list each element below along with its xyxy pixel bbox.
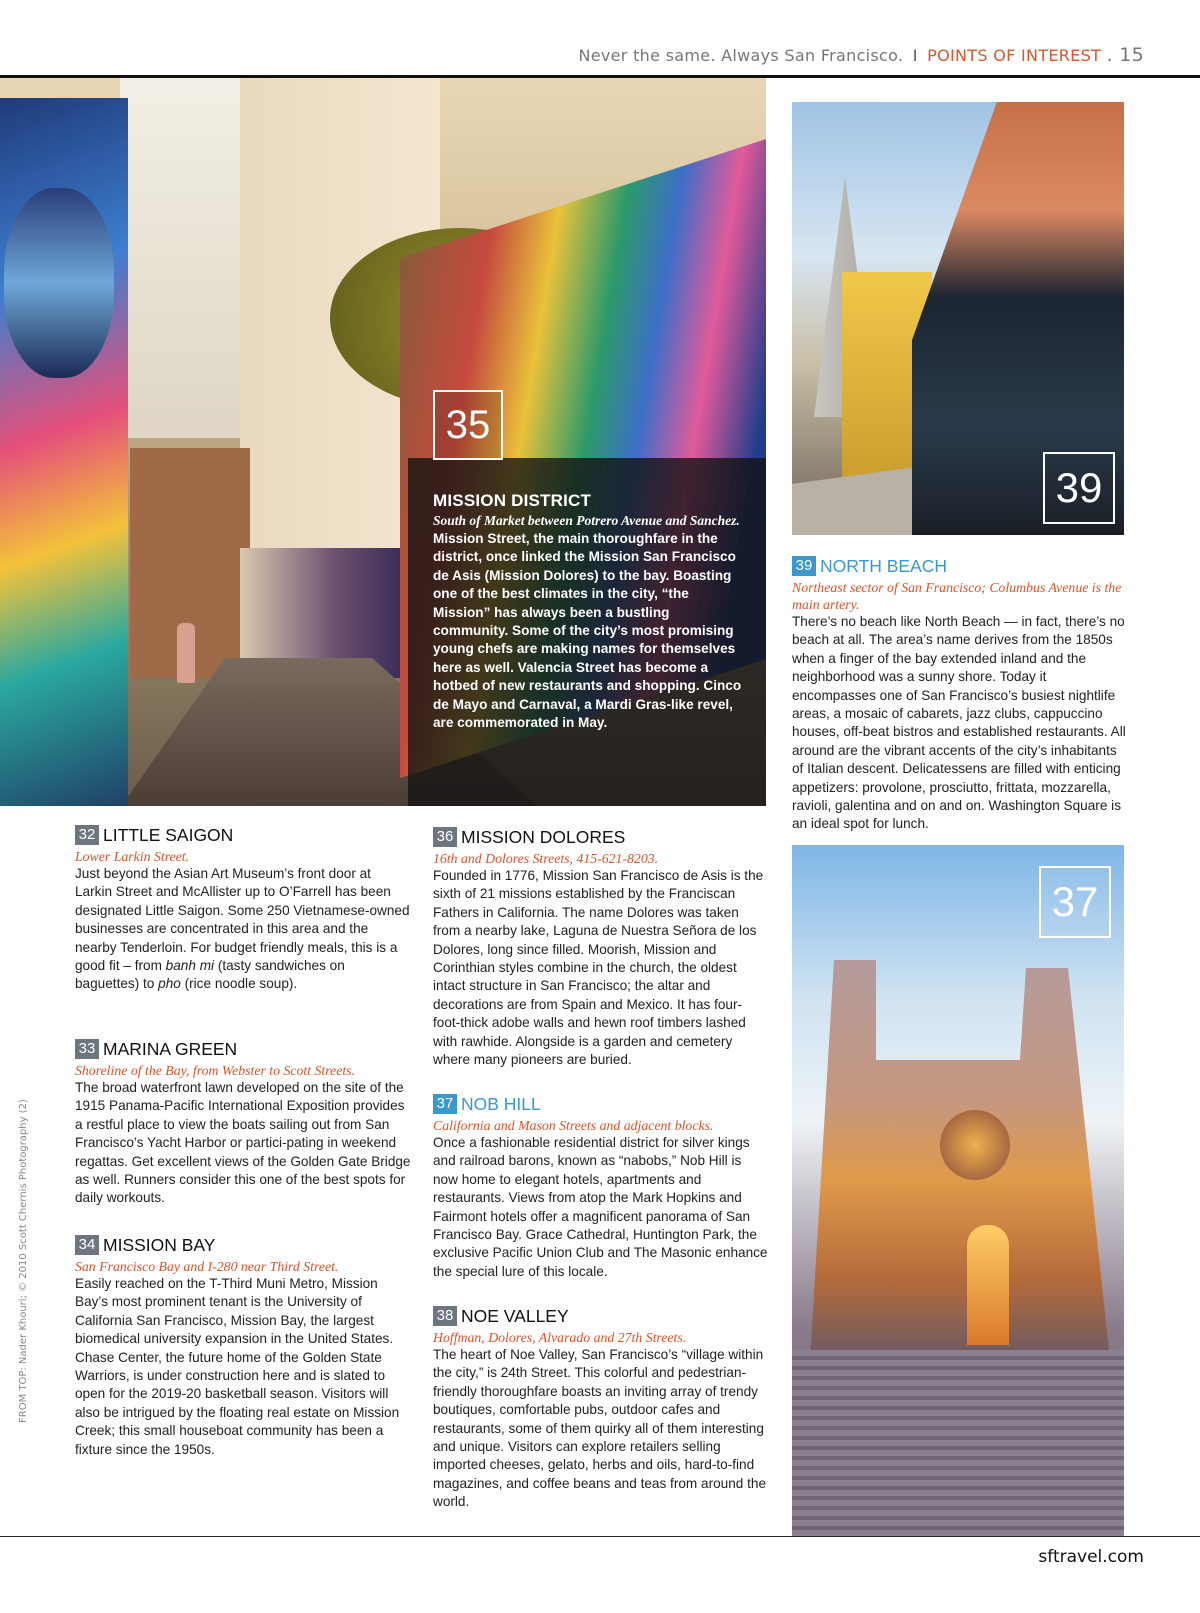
badge-39: 39 [1043, 452, 1115, 524]
footer-rule [0, 1536, 1200, 1537]
header-separator: I [912, 46, 918, 65]
grace-cathedral-photo [792, 845, 1124, 1536]
header-section: POINTS OF INTEREST [927, 46, 1102, 65]
header-tagline: Never the same. Always San Francisco. [578, 46, 904, 65]
article-location: Lower Larkin Street. [75, 849, 190, 864]
article-number: 37 [433, 1094, 457, 1114]
article-location: California and Mason Streets and adjacent blocks. [433, 1118, 714, 1133]
article-title-text: MISSION DOLORES [461, 827, 626, 847]
article-title [433, 1305, 769, 1327]
article-title-text: NOB HILL [461, 1094, 541, 1114]
article-noe-valley [433, 1305, 769, 1512]
article-number: 32 [75, 825, 99, 845]
article-title [75, 824, 411, 846]
article-nob-hill [433, 1093, 769, 1281]
article-title [433, 1093, 769, 1115]
article-number: 38 [433, 1306, 457, 1326]
article-title-text: MARINA GREEN [103, 1039, 238, 1059]
article-title [75, 1038, 411, 1060]
article-title-text: MISSION BAY [103, 1235, 216, 1255]
photo-credit: FROM TOP: Nader Khouri; © 2010 Scott Chernis Photography (2) [18, 1099, 29, 1423]
article-title-text: NORTH BEACH [820, 556, 948, 576]
article-location: Hoffman, Dolores, Alvarado and 27th Streets. [433, 1330, 687, 1345]
article-body: Mission Street, the main thoroughfare in the district, once linked the Mission San Francisco de Asis (Mission Dolores) to the bay. Boasting one of the best climates in the city, “the Mission” has always been a bustling community. Some of the city’s most promising young chefs are making names for themselves here as well. Valencia Street has become a hotbed of new restaurants and shopping. Cinco de Mayo and Carnaval, a Mardi Gras-like revel, are commemorated in May. [433, 530, 742, 730]
article-body: Once a fashionable residential district for silver kings and railroad barons, known as “nabobs,” Nob Hill is now home to elegant hotels, apartments and restaurants. Views from atop the Mark Hopkins and Fairmont hotels offer a magnificent panorama of San Francisco Bay. Grace Cathedral, Huntington Park, the exclusive Pacific Union Club and The Masonic enhance the special lure of this locale. [433, 1135, 768, 1279]
article-marina-green [75, 1038, 411, 1208]
article-number: 36 [433, 827, 457, 847]
article-title [792, 555, 1130, 577]
article-title-text: NOE VALLEY [461, 1306, 569, 1326]
article-title [75, 1234, 411, 1256]
article-body: There’s no beach like North Beach — in fact, there’s no beach at all. The area’s name derives from the 1850s when a finger of the bay extended inland and the neighborhood was a sunny shore. Today it encompasses one of San Francisco’s busiest nightlife areas, a mosaic of cabarets, jazz clubs, cappuccino houses, off-beat bistros and established restaurants. All around are the vibrant accents of the city’s inhabitants of Italian descent. Delicatessens are filled with enticing appetizers: provolone, prosciutto, frittata, mozzarella, ravioli, galentina and on and on. Washington Square is an ideal spot for lunch. [792, 614, 1126, 832]
article-little-saigon [75, 824, 411, 994]
page-number: . 15 [1106, 44, 1144, 66]
article-body: The heart of Noe Valley, San Francisco’s “village within the city,” is 24th Street. This colorful and pedestrian-friendly thoroughfare boasts an inviting array of trendy boutiques, comfortable pubs, outdoor cafes and restaurants, some of them quirky all of them interesting and unique. Visitors can explore retailers selling imported cheeses, gelato, herbs and oils, hard-to-find magazines, and coffee beans and teas from around the world. [433, 1347, 767, 1510]
article-number: 39 [792, 556, 816, 576]
article-north-beach [792, 555, 1130, 834]
badge-35: 35 [433, 390, 503, 460]
article-mission-bay [75, 1234, 411, 1459]
article-number: 34 [75, 1235, 99, 1255]
article-body: Just beyond the Asian Art Museum’s front door at Larkin Street and McAllister up to O’Farrell has been designated Little Saigon. Some 250 Vietnamese-owned businesses are concentrated in this area and the nearby Tenderloin. For budget friendly meals, this is a good fit – from banh mi (tasty sandwiches on baguettes) to pho (rice noodle soup). [75, 866, 410, 992]
article-mission-district [433, 492, 748, 732]
article-location: San Francisco Bay and I-280 near Third Street. [75, 1259, 339, 1274]
article-location: Shoreline of the Bay, from Webster to Scott Streets. [75, 1063, 355, 1078]
article-body: Founded in 1776, Mission San Francisco de Asis is the sixth of 21 missions established by the Franciscan Fathers in California. The name Dolores was taken from a nearby lake, Laguna de Nuestra Señora de los Dolores, long since filled. Moorish, Mission and Corinthian styles combine in the church, the oldest intact structure in San Francisco; the altar and decorations are from Spain and Mexico. It has four-foot-thick adobe walls and hewn roof timbers lashed with rawhide. Alongside is a garden and cemetery where many pioneers are buried. [433, 868, 764, 1068]
badge-37: 37 [1039, 866, 1111, 938]
article-title [433, 826, 769, 848]
article-location: Northeast sector of San Francisco; Columbus Avenue is the main artery. [792, 580, 1122, 612]
article-title: MISSION DISTRICT [433, 491, 592, 510]
article-location: 16th and Dolores Streets, 415-621-8203. [433, 851, 659, 866]
footer-site[interactable]: sftravel.com [1038, 1547, 1144, 1567]
page-header [578, 44, 1144, 66]
article-title-text: LITTLE SAIGON [103, 825, 234, 845]
article-body: Easily reached on the T-Third Muni Metro, Mission Bay’s most prominent tenant is the University of California San Francisco, Mission Bay, the largest biomedical university expansion in the United States. Chase Center, the future home of the Golden State Warriors, is under construction here and is slated to open for the 2019-20 basketball season. Visitors will also be intrigued by the floating real estate on Mission Creek; this small houseboat community has been a fixture since the 1950s. [75, 1276, 400, 1457]
article-mission-dolores [433, 826, 769, 1069]
article-body: The broad waterfront lawn developed on the site of the 1915 Panama-Pacific International Exposition provides a restful place to view the boats sailing out from San Francisco’s Yacht Harbor or partici-pating in weekend regattas. Get excellent views of the Golden Gate Bridge as well. Runners consider this one of the best spots for daily workouts. [75, 1080, 411, 1206]
article-number: 33 [75, 1039, 99, 1059]
article-location: South of Market between Potrero Avenue and Sanchez. [433, 513, 740, 529]
